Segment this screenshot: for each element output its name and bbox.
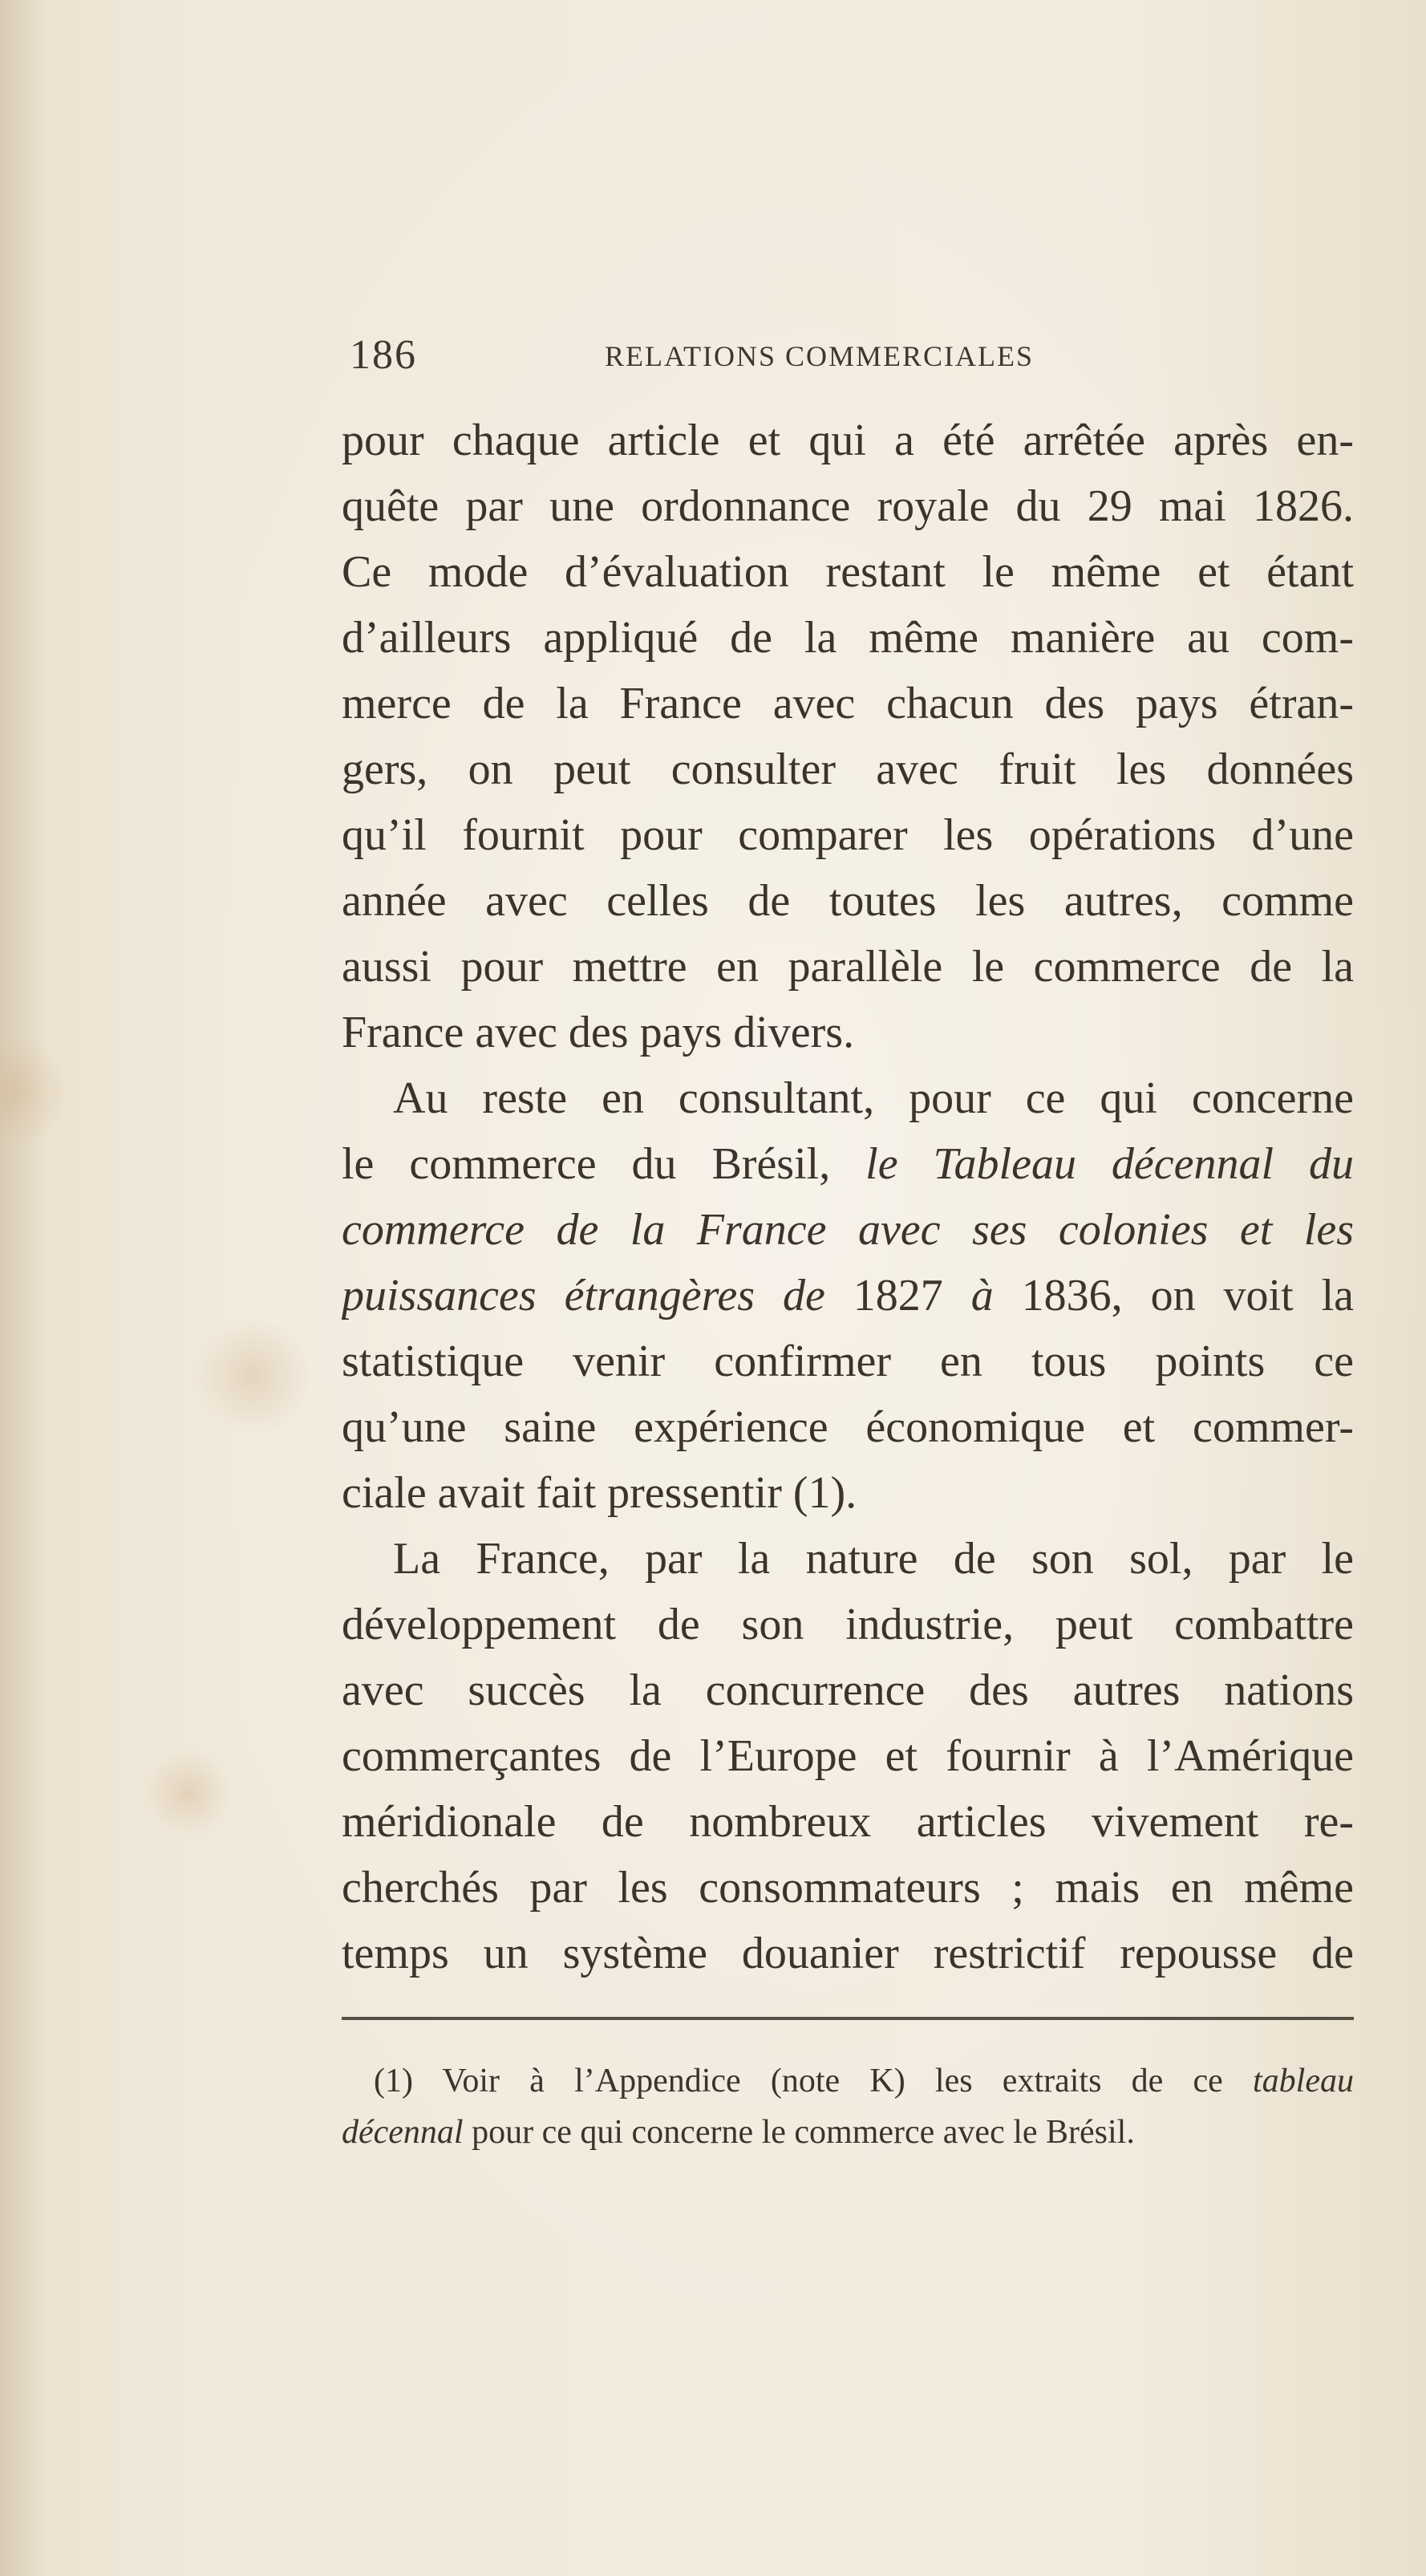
text-line: commerçantes de l’Europe et fournir à l’Amérique xyxy=(342,1731,1354,1781)
text-line: France avec des pays divers. xyxy=(342,1008,855,1057)
footnote-line xyxy=(342,2055,1354,2107)
italic-title: commerce de la France avec ses colonies et les xyxy=(342,1205,1354,1255)
text-line: qu’une saine expérience économique et commer- xyxy=(342,1402,1354,1452)
running-head: RELATIONS COMMERCIALES xyxy=(605,340,1035,372)
paper-stain xyxy=(0,1027,64,1155)
italic-title: le Tableau décennal du xyxy=(865,1139,1354,1189)
page-header xyxy=(346,327,1354,383)
text-line: d’ailleurs appliqué de la même manière au com- xyxy=(342,613,1354,663)
text-line: Ce mode d’évaluation restant le même et étant xyxy=(342,547,1354,597)
text-line: merce de la France avec chacun des pays étran- xyxy=(342,679,1354,728)
text-line: année avec celles de toutes les autres, comme xyxy=(342,876,1354,926)
text-line: développement de son industrie, peut combattre xyxy=(342,1600,1354,1649)
text-run: 1836, on voit la xyxy=(993,1271,1354,1320)
text-line: méridionale de nombreux articles vivement re- xyxy=(342,1797,1354,1847)
text-line: Au reste en consultant, pour ce qui concerne xyxy=(393,1073,1354,1123)
text-line xyxy=(342,1131,1354,1197)
text-line: statistique venir confirmer en tous points ce xyxy=(342,1337,1354,1386)
page-number: 186 xyxy=(350,332,417,378)
italic-title: puissances étrangères de xyxy=(342,1271,825,1320)
text-line: quête par une ordonnance royale du 29 mai 1826. xyxy=(342,481,1354,531)
footnote-divider xyxy=(342,2017,1354,2020)
text-line: gers, on peut consulter avec fruit les données xyxy=(342,744,1354,794)
text-line: temps un système douanier restrictif repousse de xyxy=(342,1929,1354,1978)
text-line: aussi pour mettre en parallèle le commerce de la xyxy=(342,942,1354,992)
text-run: le commerce du Brésil, xyxy=(342,1139,866,1189)
text-run: pour ce qui concerne le commerce avec le Brésil. xyxy=(463,2114,1135,2151)
text-line: pour chaque article et qui a été arrêtée après en- xyxy=(342,416,1354,465)
footnote-line xyxy=(342,2107,1354,2158)
text-line: ciale avait fait pressentir (1). xyxy=(342,1468,857,1518)
text-line xyxy=(342,1263,1354,1329)
italic-word: tableau xyxy=(1253,2063,1354,2099)
body-text xyxy=(342,408,1354,1986)
text-line: La France, par la nature de son sol, par le xyxy=(393,1534,1354,1584)
footnote xyxy=(342,2055,1354,2158)
text-run: (1) Voir à l’Appendice (note K) les extraits de ce xyxy=(374,2063,1254,2099)
text-line: avec succès la concurrence des autres nations xyxy=(342,1665,1354,1715)
text-run: 1827 xyxy=(824,1271,971,1320)
text-line: qu’il fournit pour comparer les opérations d’une xyxy=(342,810,1354,860)
italic-word: à xyxy=(970,1271,994,1320)
italic-word: décennal xyxy=(342,2114,464,2151)
paper-stain xyxy=(192,1316,313,1436)
paper-stain xyxy=(144,1749,233,1837)
text-line: cherchés par les consommateurs ; mais en même xyxy=(342,1863,1354,1913)
